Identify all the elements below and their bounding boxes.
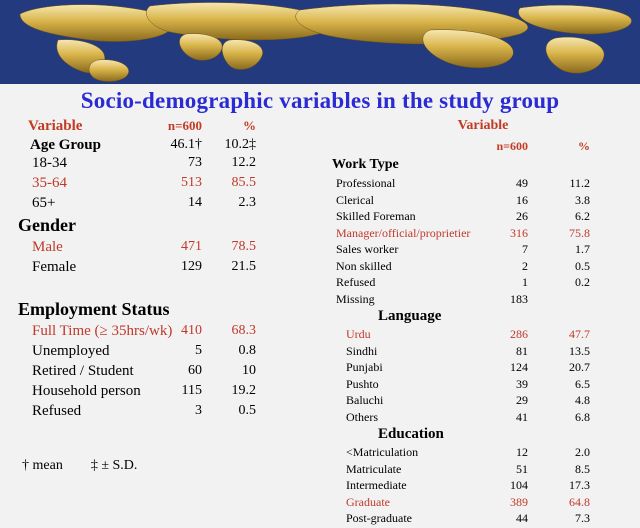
row-label: <Matriculation xyxy=(346,445,419,459)
row-count: 46.1† xyxy=(170,137,202,152)
row-count: 1 xyxy=(522,275,528,289)
row-label: Pushto xyxy=(346,376,379,391)
row-label: Punjabi xyxy=(346,360,383,374)
row-count: 7 xyxy=(522,242,528,256)
table-row xyxy=(330,259,636,276)
row-count: 51 xyxy=(516,461,528,476)
page-title: Socio-demographic variables in the study group xyxy=(80,88,560,113)
table-row xyxy=(330,292,636,309)
row-label: Male xyxy=(32,239,63,255)
row-count: 513 xyxy=(181,175,202,190)
left-table-header xyxy=(14,118,314,137)
row-label: Age Group xyxy=(30,137,101,153)
row-count: 44 xyxy=(516,511,528,525)
table-row xyxy=(14,363,314,383)
row-percent: 19.2 xyxy=(231,383,256,398)
row-label: Employment Status xyxy=(18,299,170,319)
table-row xyxy=(330,426,636,445)
footnote-sd: ‡ ± S.D. xyxy=(90,458,138,473)
left-header-pct: % xyxy=(243,118,256,133)
row-label: Sindhi xyxy=(346,343,378,358)
row-label: Clerical xyxy=(336,192,374,207)
row-label: Work Type xyxy=(332,157,399,172)
row-label: Baluchi xyxy=(346,393,384,407)
table-row xyxy=(14,195,314,215)
row-count: 410 xyxy=(181,323,202,338)
row-percent: 2.3 xyxy=(238,195,256,210)
row-count: 49 xyxy=(516,176,528,190)
table-row xyxy=(330,445,636,462)
row-count: 29 xyxy=(516,393,528,407)
row-label: 18-34 xyxy=(32,155,67,171)
table-row xyxy=(330,478,636,495)
row-percent: 7.3 xyxy=(575,511,590,525)
row-count: 183 xyxy=(510,291,528,306)
row-percent: 12.2 xyxy=(231,155,256,170)
row-label: 35-64 xyxy=(32,175,67,191)
row-count: 73 xyxy=(188,155,202,170)
table-row xyxy=(330,360,636,377)
row-label: 65+ xyxy=(32,195,56,211)
row-count: 5 xyxy=(195,343,202,358)
row-count: 14 xyxy=(188,195,202,210)
row-label: Urdu xyxy=(346,327,371,341)
row-label: Intermediate xyxy=(346,478,407,492)
table-row xyxy=(14,215,314,239)
row-count: 60 xyxy=(188,363,202,378)
table-row xyxy=(330,410,636,427)
table-row xyxy=(14,239,314,259)
left-header-variable: Variable xyxy=(28,118,83,134)
right-header-pct: % xyxy=(578,139,590,153)
footnote xyxy=(22,458,137,474)
row-percent: 3.8 xyxy=(575,192,590,207)
row-label: Female xyxy=(32,259,77,275)
row-percent: 47.7 xyxy=(569,327,590,341)
row-percent: 4.8 xyxy=(575,393,590,407)
row-percent: 21.5 xyxy=(231,259,256,274)
row-percent: 78.5 xyxy=(231,239,256,254)
row-label: Non skilled xyxy=(336,258,392,273)
footnote-mean: † mean xyxy=(22,458,63,473)
row-label: Others xyxy=(346,409,378,424)
row-label: Unemployed xyxy=(32,343,110,359)
row-count: 286 xyxy=(510,327,528,341)
table-row xyxy=(14,175,314,195)
row-label: Refused xyxy=(336,275,376,289)
row-percent: 6.5 xyxy=(575,376,590,391)
row-percent: 1.7 xyxy=(575,242,590,256)
row-label: Full Time (≥ 35hrs/wk) xyxy=(32,323,173,339)
right-header-n: n=600 xyxy=(496,139,528,153)
row-count: 389 xyxy=(510,494,528,509)
row-label: Missing xyxy=(336,291,375,306)
row-label: Skilled Foreman xyxy=(336,209,416,223)
table-row xyxy=(330,209,636,226)
row-label: Household person xyxy=(32,383,141,399)
row-count: 471 xyxy=(181,239,202,254)
row-label: Post-graduate xyxy=(346,511,412,525)
table-row xyxy=(330,193,636,210)
table-row xyxy=(330,495,636,512)
row-percent: 20.7 xyxy=(569,360,590,374)
right-table-header-variable xyxy=(330,118,636,139)
table-row xyxy=(330,344,636,361)
table-row xyxy=(14,323,314,343)
row-percent: 2.0 xyxy=(575,445,590,459)
table-row xyxy=(14,279,314,299)
row-percent: 64.8 xyxy=(569,494,590,509)
table-row xyxy=(330,377,636,394)
banner-image xyxy=(0,0,640,84)
row-count: 115 xyxy=(181,383,202,398)
row-percent: 0.2 xyxy=(575,275,590,289)
world-map-icon xyxy=(0,0,640,84)
row-percent: 8.5 xyxy=(575,461,590,476)
row-percent: 0.8 xyxy=(238,343,256,358)
right-table-header xyxy=(330,139,636,157)
row-percent: 6.2 xyxy=(575,209,590,223)
table-row xyxy=(330,327,636,344)
table-row xyxy=(330,157,636,176)
table-row xyxy=(14,383,314,403)
row-count: 124 xyxy=(510,360,528,374)
row-count: 26 xyxy=(516,209,528,223)
table-row xyxy=(330,176,636,193)
table-row xyxy=(330,462,636,479)
row-label: Professional xyxy=(336,176,396,190)
row-percent: 11.2 xyxy=(569,176,590,190)
right-header-variable: Variable xyxy=(457,118,509,133)
row-count: 2 xyxy=(522,258,528,273)
table-row xyxy=(14,155,314,175)
left-table xyxy=(14,118,314,423)
row-count: 104 xyxy=(510,478,528,492)
row-percent: 0.5 xyxy=(238,403,256,418)
row-label: Language xyxy=(378,308,442,324)
row-percent: 75.8 xyxy=(569,225,590,240)
row-percent: 6.8 xyxy=(575,409,590,424)
table-row xyxy=(330,275,636,292)
row-label: Graduate xyxy=(346,494,390,509)
row-count: 3 xyxy=(195,403,202,418)
row-label: Matriculate xyxy=(346,461,402,476)
row-label: Retired / Student xyxy=(32,363,134,379)
table-row xyxy=(330,511,636,528)
table-row xyxy=(14,343,314,363)
row-count: 12 xyxy=(516,445,528,459)
row-label: Manager/official/proprietier xyxy=(336,225,471,240)
row-count: 316 xyxy=(510,225,528,240)
table-row xyxy=(14,403,314,423)
row-count: 16 xyxy=(516,192,528,207)
row-percent: 13.5 xyxy=(569,343,590,358)
table-row xyxy=(330,308,636,327)
row-label: Gender xyxy=(18,215,76,235)
row-percent: 0.5 xyxy=(575,258,590,273)
table-row xyxy=(330,393,636,410)
row-percent: 17.3 xyxy=(569,478,590,492)
row-percent: 68.3 xyxy=(231,323,256,338)
left-header-n: n=600 xyxy=(167,118,202,133)
row-label: Sales worker xyxy=(336,242,399,256)
row-percent: 10.2‡ xyxy=(224,137,256,152)
table-row xyxy=(14,137,314,155)
row-percent: 10 xyxy=(242,363,256,378)
row-percent: 85.5 xyxy=(231,175,256,190)
row-label: Refused xyxy=(32,403,82,419)
right-table xyxy=(330,118,636,528)
row-label: Education xyxy=(378,426,444,442)
table-row xyxy=(330,242,636,259)
row-count: 81 xyxy=(516,343,528,358)
row-count: 129 xyxy=(181,259,202,274)
table-row xyxy=(330,226,636,243)
row-count: 41 xyxy=(516,409,528,424)
table-row xyxy=(14,299,314,323)
row-count: 39 xyxy=(516,376,528,391)
table-row xyxy=(14,259,314,279)
